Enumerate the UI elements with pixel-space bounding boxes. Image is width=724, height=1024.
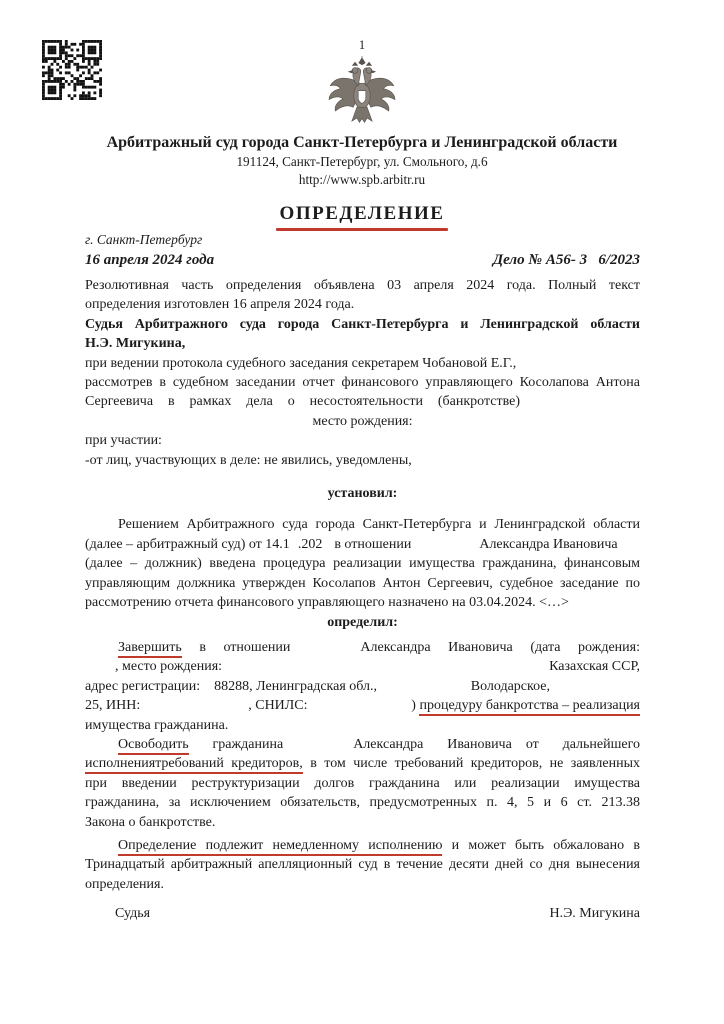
redaction-gap	[85, 669, 115, 670]
text-run: Александра Ивановича (дата рождения:	[360, 639, 640, 655]
line-right	[549, 904, 640, 923]
text-run: определения.	[85, 876, 164, 892]
body-line	[85, 295, 640, 314]
text-run: гражданина	[188, 736, 284, 752]
text-run: Александра Ивановича	[479, 536, 618, 552]
redaction-gap	[520, 404, 640, 405]
text-run: имущества гражданина.	[85, 717, 229, 733]
body-line	[85, 735, 640, 754]
text-run: в том числе требований кредиторов, не заявленных	[302, 756, 640, 772]
text-run: Александра Ивановича	[353, 736, 512, 752]
redaction-gap	[322, 547, 334, 548]
body-line	[85, 593, 640, 612]
place-line: г. Санкт-Петербург	[85, 232, 203, 247]
body-line	[85, 855, 640, 874]
text-run: при ведении протокола судебного заседания секретарем Чобановой Е.Г.,	[85, 355, 517, 371]
title-red-pen-underline	[276, 228, 448, 231]
decision-date: 16 апреля 2024 года	[85, 252, 215, 268]
red-underlined-text: процедуру банкротства – реализация	[419, 698, 640, 716]
text-run: , место рождения:	[115, 659, 223, 675]
document-title: ОПРЕДЕЛЕНИЕ	[279, 203, 445, 224]
text-run: адрес регистрации:	[85, 678, 201, 694]
text-run: , СНИЛС:	[248, 698, 308, 714]
redaction-gap	[512, 747, 526, 748]
body-line	[85, 315, 640, 334]
body-line	[85, 836, 640, 855]
text-run: установил:	[327, 486, 398, 502]
body-line	[85, 613, 640, 632]
court-address: 191124, Санкт-Петербург, ул. Смольного, д.6	[236, 154, 488, 169]
text-run: .202	[297, 536, 323, 552]
text-run: Н.Э. Мигукина	[549, 906, 640, 922]
coat-of-arms-double-headed-eagle-icon	[324, 56, 400, 128]
line-left	[85, 904, 150, 923]
redaction-gap	[290, 650, 360, 651]
body-line	[85, 515, 640, 534]
text-run: управляющим должника утвержден Косолапов Антон Сергеевич, судебное заседание по	[85, 575, 640, 591]
body-line	[85, 354, 640, 373]
body-line	[85, 373, 640, 392]
meta-block	[0, 232, 724, 269]
page-number: 1	[358, 38, 366, 52]
text-run: Судья	[115, 906, 151, 922]
date-case-line	[85, 251, 640, 269]
case-number: Дело № А56- 3 6/2023	[492, 252, 640, 268]
red-underlined-text: Завершить	[118, 640, 182, 658]
court-website: http://www.spb.arbitr.ru	[298, 172, 426, 187]
redaction-gap	[550, 689, 640, 690]
text-run: Резолютивная часть определения объявлена 03 апреля 2024 года. Полный текст	[85, 278, 640, 293]
line-right	[471, 677, 640, 696]
redaction-gap	[85, 916, 115, 917]
body-line	[85, 754, 640, 773]
body-line	[85, 334, 640, 353]
text-run: Тринадцатый арбитражный апелляционный суд в течение десяти дней со дня вынесения	[85, 857, 640, 873]
body-line	[85, 276, 640, 295]
text-run: от дальнейшего	[525, 736, 640, 752]
redaction-gap	[200, 689, 214, 690]
text-run: (далее – должник) введена процедура реализации имущества гражданина, финансовым	[85, 556, 640, 572]
text-run: Сергеевича в рамках дела о несостоятельности (банкротстве)	[85, 394, 520, 410]
text-run: в отношении	[181, 639, 291, 655]
text-run: )	[411, 698, 420, 714]
redaction-gap	[283, 747, 353, 748]
body-line	[85, 696, 640, 715]
text-run: Решением Арбитражного суда города Санкт-Петербурга и Ленинградской области	[118, 517, 640, 533]
text-run: место рождения:	[312, 413, 413, 429]
body-line	[85, 574, 640, 593]
redaction-gap	[140, 708, 248, 709]
body-line	[85, 392, 640, 411]
body-line	[85, 484, 640, 503]
redaction-gap	[411, 547, 479, 548]
signature-row	[85, 904, 640, 923]
line-left	[85, 677, 377, 696]
body-line	[85, 431, 640, 450]
body-line	[85, 638, 640, 657]
body-line	[85, 535, 640, 554]
body-line	[85, 554, 640, 573]
body-line	[85, 677, 640, 696]
text-run: -от лиц, участвующих в деле: не явились, уведомлены,	[85, 452, 412, 468]
text-run: определил:	[327, 614, 398, 630]
text-run: Н.Э. Мигукина,	[85, 336, 186, 352]
red-underlined-text: Освободить	[118, 737, 189, 755]
text-run: при участии:	[85, 433, 162, 449]
line-right	[549, 657, 640, 676]
text-run: Закона о банкротстве.	[85, 814, 216, 830]
emblem-container	[0, 0, 724, 128]
body-line	[85, 875, 640, 894]
text-run: 88288, Ленинградская обл.,	[214, 678, 378, 694]
qr-code-icon	[42, 40, 102, 100]
text-run: 25, ИНН:	[85, 698, 141, 714]
text-run: гражданина, за исключением обязательств, предусмотренных п. 4, 5 и 6 ст. 213.38	[85, 795, 640, 811]
body-line	[85, 774, 640, 793]
court-name: Арбитражный суд города Санкт-Петербурга и Ленинградской области	[106, 134, 618, 151]
text-run: Судья Арбитражного суда города Санкт-Петербурга и Ленинградской области	[85, 316, 640, 332]
text-run: рассмотрению отчета финансового управляющего назначено на 03.04.2024. <…>	[85, 595, 569, 611]
red-underlined-text: исполнениятребований кредиторов,	[85, 756, 303, 774]
line-left	[85, 696, 308, 715]
body-line	[85, 716, 640, 735]
text-run: при введении реструктуризации долгов гражданина или реализации имущества	[85, 775, 640, 791]
text-run: определения изготовлен 16 апреля 2024 года.	[85, 297, 355, 313]
text-run: и может быть обжаловано в	[442, 837, 640, 853]
text-run: Володарское,	[470, 678, 550, 694]
line-right	[411, 696, 640, 715]
red-underlined-text: Определение подлежит немедленному исполнению	[118, 838, 442, 856]
body-line	[85, 657, 640, 676]
document-body	[0, 269, 724, 924]
text-run: рассмотрев в судебном заседании отчет финансового управляющего Косолапова Антона	[85, 375, 640, 391]
text-run: в отношении	[334, 536, 412, 552]
line-left	[85, 657, 222, 676]
body-line	[85, 412, 640, 431]
body-line	[85, 793, 640, 812]
body-line	[85, 813, 640, 832]
redaction-gap	[290, 547, 298, 548]
body-line	[85, 451, 640, 470]
text-run: (далее – арбитражный суд) от 14.1	[85, 536, 290, 552]
text-run: Казахская ССР,	[549, 659, 640, 675]
